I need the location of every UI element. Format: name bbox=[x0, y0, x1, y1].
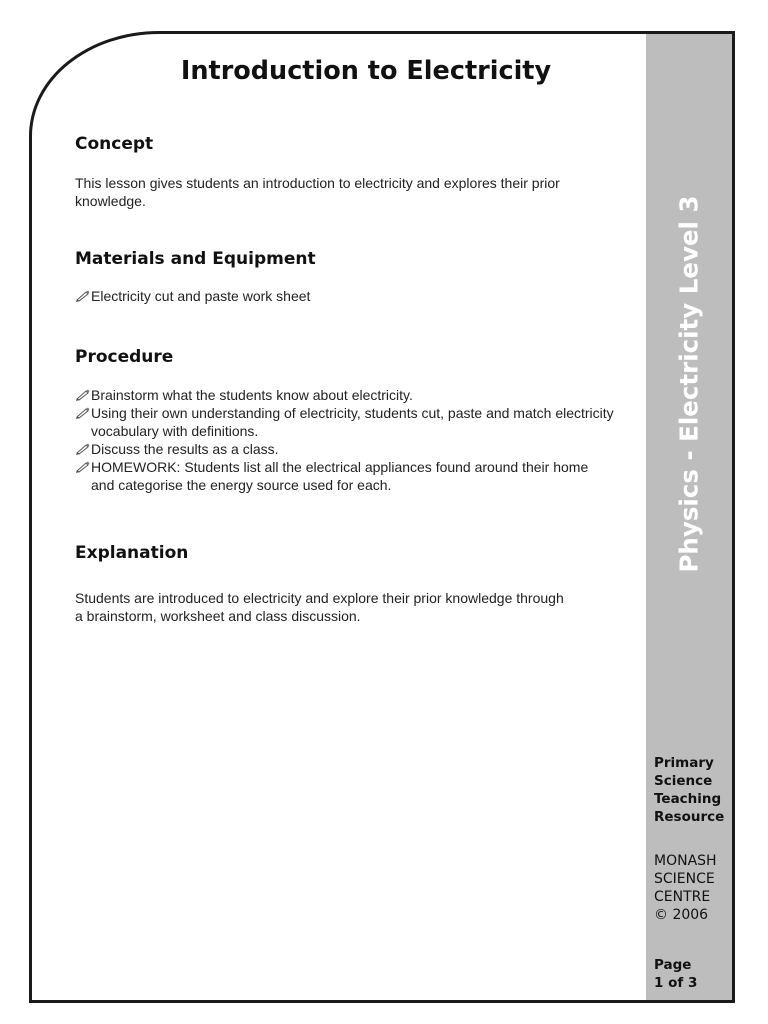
procedure-heading: Procedure bbox=[75, 347, 174, 367]
page-line: 1 of 3 bbox=[654, 975, 698, 991]
publisher-line: Teaching bbox=[654, 791, 722, 807]
list-item bbox=[75, 440, 615, 458]
list-item-text: Using their own understanding of electricity, students cut, paste and match electricity vocabulary with definitions. bbox=[91, 405, 614, 439]
concept-text: This lesson gives students an introduction to electricity and explores their prior knowledge. bbox=[75, 175, 560, 209]
list-item bbox=[75, 404, 615, 440]
org-line: CENTRE bbox=[654, 889, 711, 905]
sidebar-band bbox=[646, 34, 732, 1000]
publisher-line: Primary bbox=[654, 755, 714, 771]
list-item-text: Discuss the results as a class. bbox=[91, 441, 279, 457]
list-item-text: Electricity cut and paste work sheet bbox=[91, 288, 311, 304]
page-line: Page bbox=[654, 957, 692, 973]
org-line: MONASH bbox=[654, 853, 717, 869]
pencil-icon bbox=[75, 290, 90, 302]
pencil-icon bbox=[75, 461, 90, 473]
publisher-line: Resource bbox=[654, 809, 725, 825]
page-title: Introduction to Electricity bbox=[180, 56, 552, 86]
pencil-icon bbox=[75, 407, 90, 419]
page-number bbox=[646, 956, 732, 992]
explanation-heading: Explanation bbox=[75, 543, 189, 563]
procedure-list bbox=[75, 386, 615, 494]
list-item-text: Brainstorm what the students know about electricity. bbox=[91, 387, 413, 403]
sidebar-vertical-title: Physics - Electricity Level 3 bbox=[674, 195, 704, 573]
list-item bbox=[75, 287, 615, 305]
materials-heading: Materials and Equipment bbox=[75, 249, 316, 269]
pencil-icon bbox=[75, 389, 90, 401]
publisher-label bbox=[646, 754, 732, 826]
organization-label bbox=[646, 852, 732, 924]
org-line: SCIENCE bbox=[654, 871, 715, 887]
publisher-line: Science bbox=[654, 773, 713, 789]
materials-list bbox=[75, 287, 615, 305]
pencil-icon bbox=[75, 443, 90, 455]
explanation-text: Students are introduced to electricity and explore their prior knowledge through a brainstorm, worksheet and class discussion. bbox=[75, 590, 564, 624]
list-item bbox=[75, 386, 615, 404]
list-item-text: HOMEWORK: Students list all the electrical appliances found around their home and categorise the energy source used for each. bbox=[91, 459, 589, 493]
concept-heading: Concept bbox=[75, 134, 154, 154]
document-page bbox=[29, 31, 735, 1003]
list-item bbox=[75, 458, 615, 494]
copyright-line: © 2006 bbox=[654, 907, 709, 923]
